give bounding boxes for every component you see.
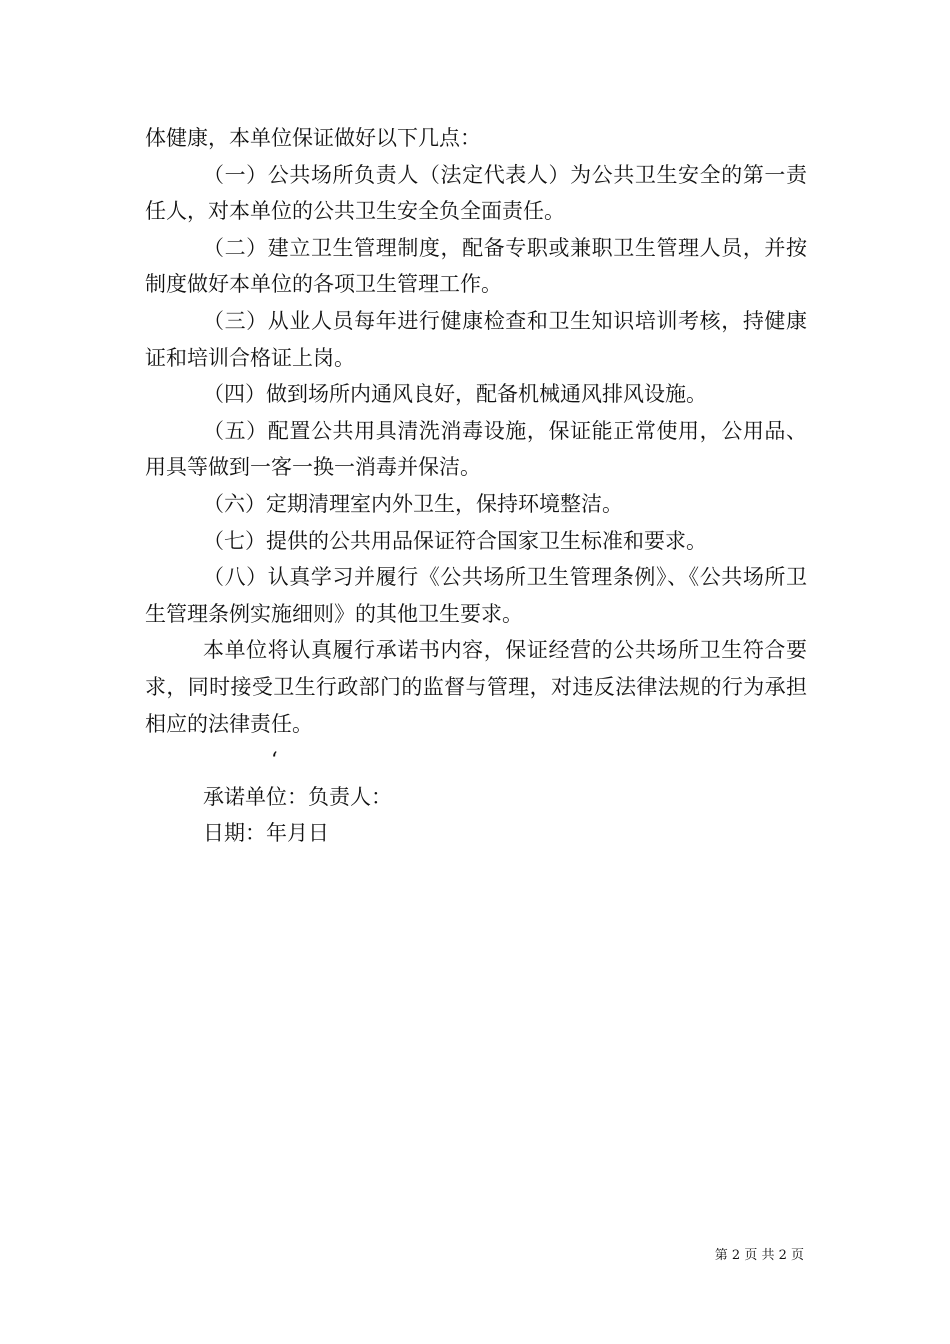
paragraph-item-5: （五）配置公共用具清洗消毒设施，保证能正常使用，公用品、用具等做到一客一换一消毒并保洁。 <box>145 418 807 480</box>
paragraph-item-2: （二）建立卫生管理制度，配备专职或兼职卫生管理人员，并按制度做好本单位的各项卫生管理工作。 <box>145 235 807 297</box>
paragraph-item-6: （六）定期清理室内外卫生，保持环境整洁。 <box>203 491 623 516</box>
stray-mark: ‘ <box>271 748 278 773</box>
paragraph-item-3: （三）从业人员每年进行健康检查和卫生知识培训考核，持健康证和培训合格证上岗。 <box>145 308 807 370</box>
paragraph-item-1: （一）公共场所负责人（法定代表人）为公共卫生安全的第一责任人，对本单位的公共卫生安全负全面责任。 <box>145 162 807 224</box>
document-body <box>145 120 807 852</box>
page-number-footer: 第 2 页 共 2 页 <box>714 1248 804 1263</box>
signature-unit-line: 承诺单位：负责人： <box>203 784 392 809</box>
paragraph-commitment: 本单位将认真履行承诺书内容，保证经营的公共场所卫生符合要求，同时接受卫生行政部门的监督与管理，对违反法律法规的行为承担相应的法律责任。 <box>145 638 807 736</box>
paragraph-item-8: （八）认真学习并履行《公共场所卫生管理条例》、《公共场所卫生管理条例实施细则》的其他卫生要求。 <box>145 565 807 626</box>
paragraph-item-7: （七）提供的公共用品保证符合国家卫生标准和要求。 <box>203 528 707 553</box>
paragraph-intro: 体健康，本单位保证做好以下几点： <box>145 126 481 150</box>
signature-date-line: 日期：年月日 <box>203 821 329 846</box>
paragraph-item-4: （四）做到场所内通风良好，配备机械通风排风设施。 <box>203 382 707 407</box>
